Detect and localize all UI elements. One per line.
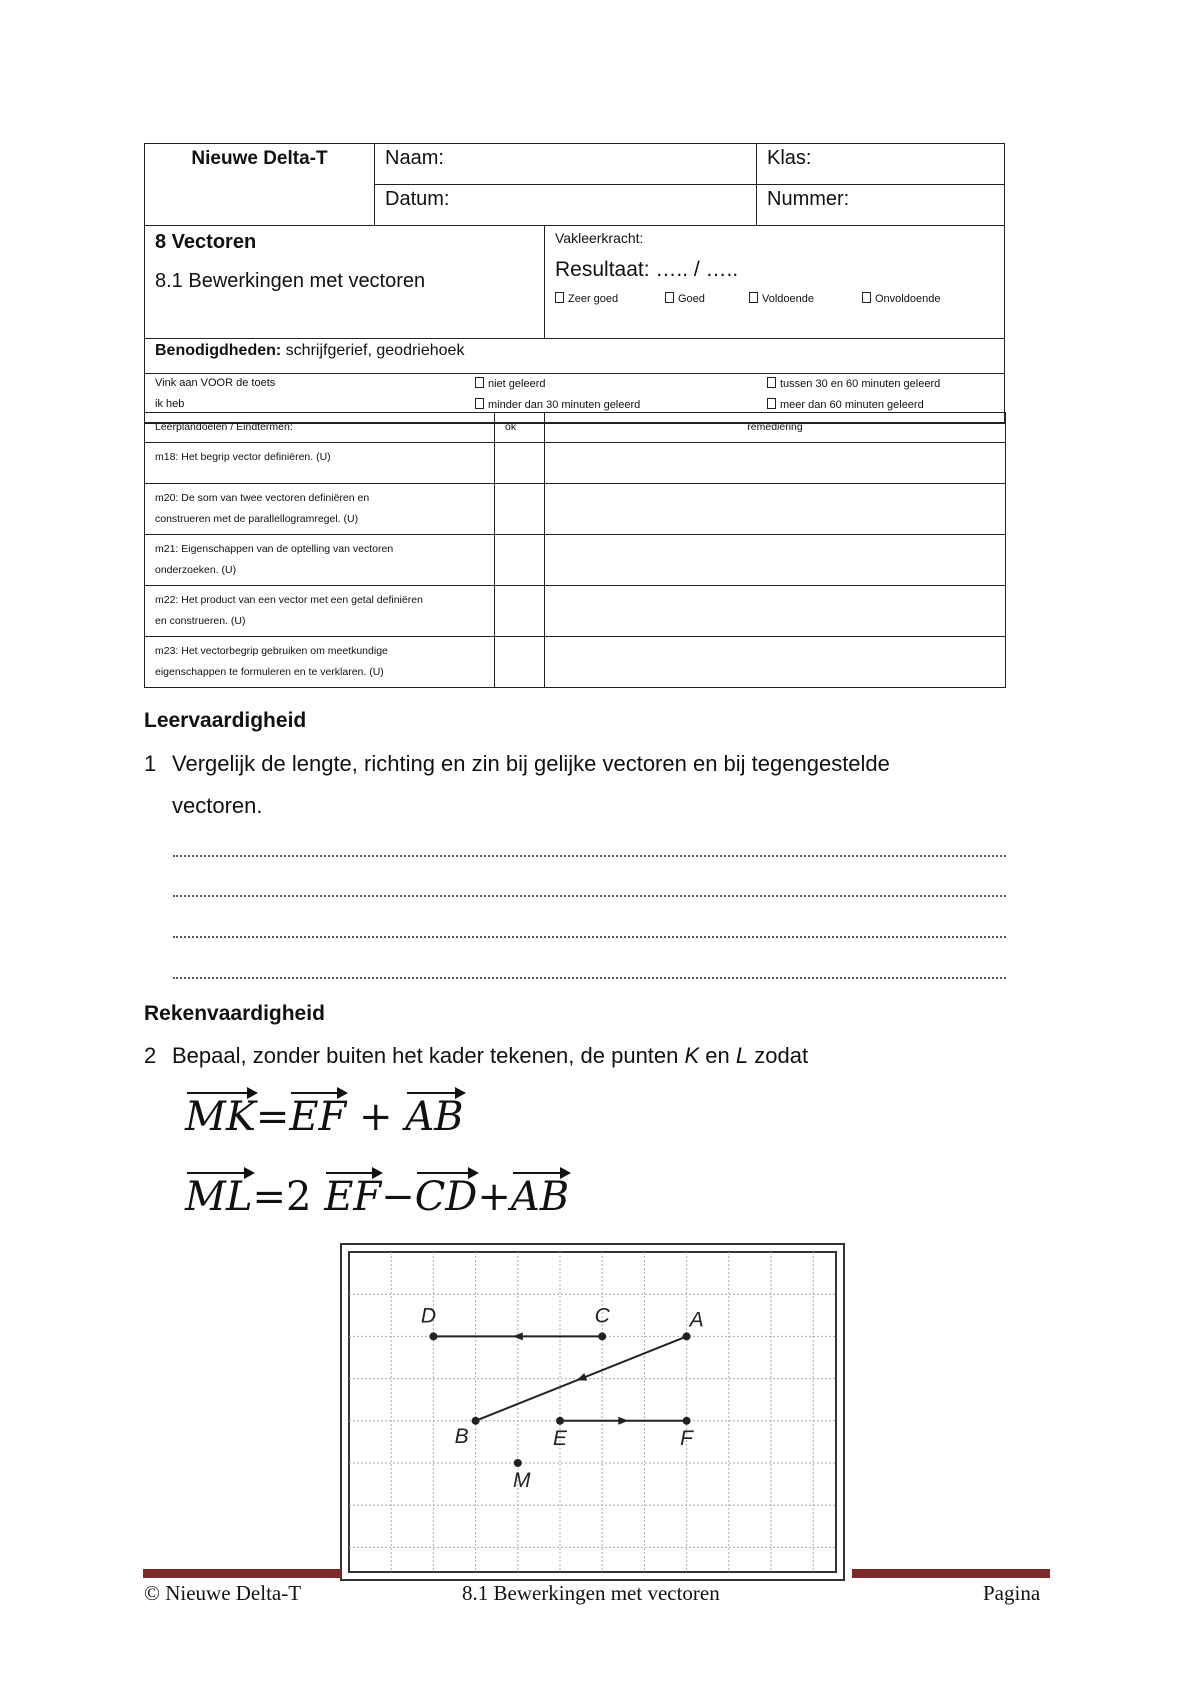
checkbox-icon <box>475 377 484 388</box>
table-row <box>145 535 1006 586</box>
checkbox-icon <box>665 292 674 303</box>
vector-ef: EF <box>324 1174 382 1220</box>
section-leervaardigheid: Leervaardigheid <box>144 709 307 732</box>
vector-ab: AB <box>405 1094 464 1140</box>
ik-heb-label: ik heb <box>155 398 185 410</box>
objective-text: en construeren. (U) <box>155 615 246 627</box>
study-option-niet[interactable]: niet geleerd <box>475 377 546 390</box>
checkbox-icon <box>767 377 776 388</box>
point-d <box>429 1332 437 1340</box>
naam-field[interactable] <box>375 144 757 185</box>
table-row <box>145 586 1006 637</box>
resultaat-label: Resultaat: ….. / ….. <box>555 258 739 281</box>
formula-ml: ML=2 EF−CD+AB <box>185 1174 570 1220</box>
vector-ml: ML <box>185 1174 253 1220</box>
vink-label: Vink aan VOOR de toets <box>155 377 276 389</box>
benodigdheden-value: schrijfgerief, geodriehoek <box>285 342 465 359</box>
study-option-meer-60[interactable]: meer dan 60 minuten geleerd <box>767 398 924 411</box>
outer-frame <box>341 1244 844 1580</box>
benodigdheden-label: Benodigdheden: <box>155 342 282 359</box>
datum-field[interactable] <box>375 185 757 226</box>
brand-title: Nieuwe Delta-T <box>191 148 328 169</box>
point-label: M <box>513 1469 531 1492</box>
point-label: F <box>680 1426 694 1450</box>
question-number: 2 <box>144 1043 157 1068</box>
point-f <box>683 1417 691 1425</box>
footer-copyright: © Nieuwe Delta-T <box>144 1581 302 1605</box>
checkbox-icon <box>862 292 871 303</box>
point-e <box>556 1417 564 1425</box>
point-label: D <box>420 1304 436 1328</box>
objectives-header: Leerplandoelen / Eindtermen: <box>145 413 495 443</box>
vector-ab: AB <box>510 1174 570 1220</box>
answer-line[interactable] <box>173 853 1006 857</box>
checkbox-icon <box>555 292 564 303</box>
chapter-cell <box>145 226 545 339</box>
remediering-cell[interactable] <box>545 637 1006 688</box>
table-row <box>145 484 1006 535</box>
vector-mk: MK <box>185 1094 256 1140</box>
checkbox-icon <box>767 398 776 409</box>
point-label: A <box>689 1308 704 1332</box>
result-cell <box>545 226 1005 339</box>
point-c <box>598 1332 606 1340</box>
objective-text: m23: Het vectorbegrip gebruiken om meetkundige <box>155 645 388 657</box>
objective-text: m21: Eigenschappen van de optelling van vectoren <box>155 543 394 555</box>
ok-cell[interactable] <box>495 535 545 586</box>
vakleerkracht-label: Vakleerkracht: <box>555 230 644 246</box>
question-text: Bepaal, zonder buiten het kader tekenen, de punten K en L zodat <box>172 1043 809 1068</box>
checkbox-icon <box>749 292 758 303</box>
question-text: Vergelijk de lengte, richting en zin bij gelijke vectoren en bij tegengestelde <box>172 751 890 776</box>
checkbox-icon <box>475 398 484 409</box>
header-table <box>144 143 1005 424</box>
klas-label: Klas: <box>767 147 812 169</box>
footer-bar-right <box>852 1569 1050 1578</box>
footer-page: Pagina <box>983 1581 1041 1605</box>
ok-header: ok <box>495 413 545 443</box>
chapter-title: 8 Vectoren <box>155 231 257 253</box>
nummer-field[interactable] <box>757 185 1005 226</box>
answer-line[interactable] <box>173 975 1006 979</box>
datum-label: Datum: <box>385 188 450 210</box>
vector-cd: CD <box>414 1174 478 1220</box>
ok-cell[interactable] <box>495 637 545 688</box>
section-title: 8.1 Bewerkingen met vectoren <box>155 270 426 292</box>
vector-ef: EF <box>289 1094 347 1140</box>
remediering-cell[interactable] <box>545 443 1006 484</box>
point-label: C <box>594 1304 610 1328</box>
objective-text: onderzoeken. (U) <box>155 564 237 576</box>
klas-field[interactable] <box>757 144 1005 185</box>
remediering-cell[interactable] <box>545 535 1006 586</box>
answer-line[interactable] <box>173 934 1006 938</box>
study-option-minder-30[interactable]: minder dan 30 minuten geleerd <box>475 398 640 411</box>
point-a <box>683 1332 691 1340</box>
grade-voldoende[interactable]: Voldoende <box>749 292 862 305</box>
vector-grid-figure <box>340 1243 845 1581</box>
grade-onvoldoende[interactable]: Onvoldoende <box>862 292 940 305</box>
ok-cell[interactable] <box>495 443 545 484</box>
table-row <box>145 637 1006 688</box>
footer-section: 8.1 Bewerkingen met vectoren <box>462 1581 720 1605</box>
objective-text: construeren met de parallellogramregel. (U) <box>155 513 359 525</box>
grade-goed[interactable]: Goed <box>665 292 749 305</box>
ok-cell[interactable] <box>495 586 545 637</box>
footer-bar-left <box>143 1569 341 1578</box>
objective-text: m18: Het begrip vector definiëren. (U) <box>155 451 331 463</box>
objective-text: m22: Het product van een vector met een getal definiëren <box>155 594 423 606</box>
brand-cell <box>145 144 375 226</box>
study-option-30-60[interactable]: tussen 30 en 60 minuten geleerd <box>767 377 940 390</box>
objectives-table <box>144 412 1006 688</box>
remediering-cell[interactable] <box>545 484 1006 535</box>
point-label: B <box>454 1424 469 1448</box>
table-row <box>145 443 1006 484</box>
naam-label: Naam: <box>385 147 444 169</box>
ok-cell[interactable] <box>495 484 545 535</box>
remediering-header: remediëring <box>545 413 1006 443</box>
formula-mk: MK=EF + AB <box>185 1094 464 1140</box>
question-number: 1 <box>144 751 157 776</box>
remediering-cell[interactable] <box>545 586 1006 637</box>
point-b <box>472 1417 480 1425</box>
grade-zeer-goed[interactable]: Zeer goed <box>555 292 665 305</box>
point-label: E <box>552 1426 568 1450</box>
point-m <box>514 1459 522 1467</box>
objective-text: m20: De som van twee vectoren definiëren en <box>155 492 370 504</box>
section-rekenvaardigheid: Rekenvaardigheid <box>144 1002 325 1025</box>
benodigdheden-row <box>145 339 1005 374</box>
objective-text: eigenschappen te formuleren en te verklaren. (U) <box>155 666 384 678</box>
nummer-label: Nummer: <box>767 188 850 210</box>
question-text-cont: vectoren. <box>172 793 263 818</box>
answer-line[interactable] <box>173 893 1006 897</box>
